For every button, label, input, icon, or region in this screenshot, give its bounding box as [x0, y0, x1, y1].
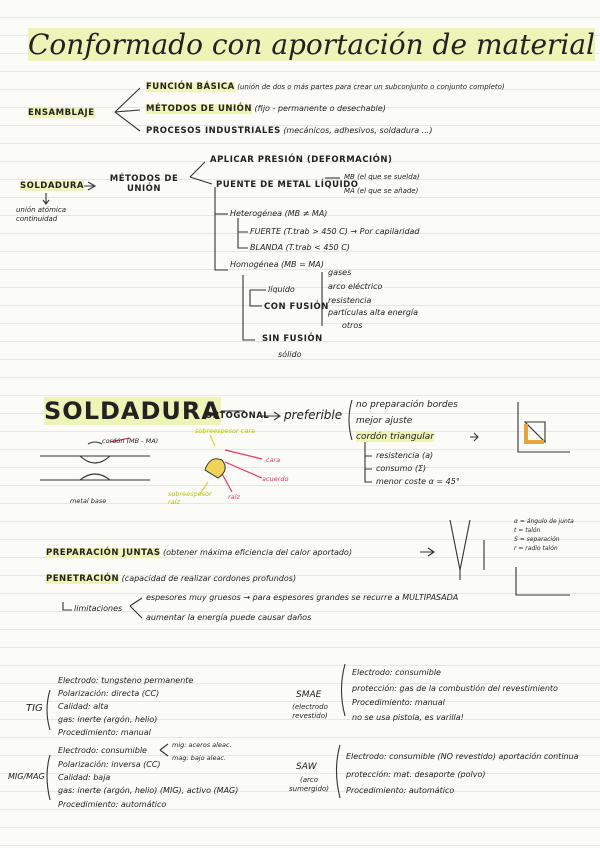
smaw-item: Electrodo: consumible	[352, 668, 441, 677]
migmag-item: Calidad: baja	[58, 773, 111, 782]
sobreespesor-cara-label: sobreespesor cara	[195, 427, 255, 435]
con-fusion: CON FUSIÓN	[264, 302, 329, 312]
metodos-union: MÉTODOS DE UNIÓN	[109, 174, 179, 194]
metal-base-label: metal base	[70, 497, 107, 505]
saw-item: protección: mat. desaporte (polvo)	[346, 770, 486, 779]
legend-item: r = radio talón	[514, 545, 558, 552]
fusion-item: otros	[342, 321, 363, 330]
smaw-item: no se usa pistola, es varilla!	[352, 713, 464, 722]
saw-sub: (arco sumergido)	[289, 776, 329, 793]
tig-item: Electrodo: tungsteno permanente	[58, 676, 194, 685]
smaw-item: Procedimiento: manual	[352, 698, 445, 707]
cordon-item: menor coste α = 45°	[376, 477, 460, 486]
migmag-item: Polarización: inversa (CC)	[58, 760, 161, 769]
soldadura-heading: SOLDADURA	[44, 397, 221, 425]
legend-item: t = talón	[514, 527, 541, 534]
weld-bead-icon	[205, 459, 225, 478]
migmag-label: MIG/MAG	[8, 772, 45, 781]
ensamblaje-brace	[115, 88, 140, 131]
soldadura-root-note: unión atómica continuidad	[16, 206, 66, 223]
limitaciones: limitaciones	[74, 604, 123, 613]
preparacion-line: PREPARACIÓN JUNTAS (obtener máxima eficiencia del calor aportado)	[46, 548, 352, 558]
ensamblaje-item: MÉTODOS DE UNIÓN (fijo - permanente o desechable)	[146, 104, 386, 114]
saw-label: SAW	[296, 762, 317, 772]
fusion-item: gases	[328, 268, 352, 277]
cara-arrows	[220, 450, 262, 492]
migmag-branch: mag: bajo aleac.	[172, 754, 227, 762]
fusion-item: partículas alta energía	[328, 308, 419, 317]
mb-note: MB (el que se suelda)	[344, 173, 420, 181]
sin-fusion: SIN FUSIÓN	[262, 334, 323, 344]
fuerte: FUERTE (T.trab > 450 C) → Por capilaridad	[250, 227, 420, 236]
preferible: preferible	[284, 408, 343, 422]
legend-item: S = separación	[514, 536, 560, 543]
penetracion-line: PENETRACIÓN (capacidad de realizar cordones profundos)	[46, 574, 297, 584]
soldadura-root: SOLDADURA	[20, 181, 84, 191]
metal-base-lines	[40, 456, 150, 480]
migmag-item: gas: inerte (argón, helio) (MIG), activo (MAG)	[58, 786, 239, 795]
saw-item: Procedimiento: automático	[346, 786, 455, 795]
pref-item: cordón triangular	[356, 432, 435, 442]
liquido: líquido	[268, 285, 295, 294]
raiz-label: raíz	[228, 493, 240, 501]
smaw-label: SMAE	[296, 690, 322, 700]
pref-item: no preparación bordes	[356, 400, 458, 410]
tig-item: Polarización: directa (CC)	[58, 689, 160, 698]
aplicar-presion: APLICAR PRESIÓN (DEFORMACIÓN)	[210, 155, 393, 165]
page-title: Conformado con aportación de material	[28, 28, 595, 61]
tig-item: Procedimiento: manual	[58, 728, 151, 737]
saw-item: Electrodo: consumible (NO revestido) aportación continua	[346, 752, 579, 761]
homogenea: Homogénea (MB = MA)	[230, 260, 324, 269]
acuerdo-label: acuerdo	[262, 475, 289, 483]
cordon-item: consumo (Σ)	[376, 464, 427, 473]
junta-drawing	[450, 520, 470, 570]
smaw-item: protección: gas de la combustión del revestimiento	[352, 684, 558, 693]
cara-label: cara	[266, 456, 281, 464]
pref-item: mejor ajuste	[356, 416, 413, 426]
ensamblaje-item: PROCESOS INDUSTRIALES (mecánicos, adhesivos, soldadura ...)	[146, 126, 433, 136]
migmag-item: Procedimiento: automático	[58, 800, 167, 809]
heterogenea: Heterogénea (MB ≠ MA)	[230, 209, 328, 218]
puente-metal-liquido: PUENTE DE METAL LÍQUIDO	[216, 180, 359, 190]
migmag-branch: mig: aceros aleac.	[172, 741, 232, 749]
limitacion-2: aumentar la energía puede causar daños	[146, 613, 312, 622]
limitacion-1: espesores muy gruesos → para espesores grandes se recurre a MULTIPASADA	[146, 593, 459, 602]
cordon-label: cordón (MB - MA)	[102, 437, 159, 445]
tig-item: Calidad: alta	[58, 702, 109, 711]
legend-item: α = ángulo de junta	[514, 518, 574, 525]
tig-label: TIG	[26, 703, 43, 714]
smaw-sub: (electrodo revestido)	[292, 703, 328, 720]
ma-note: MA (el que se añade)	[344, 187, 419, 195]
ortogonal: ORTOGONAL	[205, 411, 270, 421]
solido: sólido	[278, 350, 302, 359]
fusion-item: resistencia	[328, 296, 372, 305]
ensamblaje-label: ENSAMBLAJE	[28, 108, 95, 118]
migmag-item: Electrodo: consumible	[58, 746, 147, 755]
fusion-item: arco eléctrico	[328, 282, 383, 291]
blanda: BLANDA (T.trab < 450 C)	[250, 243, 350, 252]
sobreespesor-raiz-label: sobreespesor raíz	[168, 490, 212, 506]
tig-item: gas: inerte (argón, helio)	[58, 715, 158, 724]
cordon-item: resistencia (a)	[376, 451, 434, 460]
ensamblaje-item: FUNCIÓN BÁSICA (unión de dos o más partes para crear un subconjunto o conjunto completo)	[146, 82, 505, 92]
